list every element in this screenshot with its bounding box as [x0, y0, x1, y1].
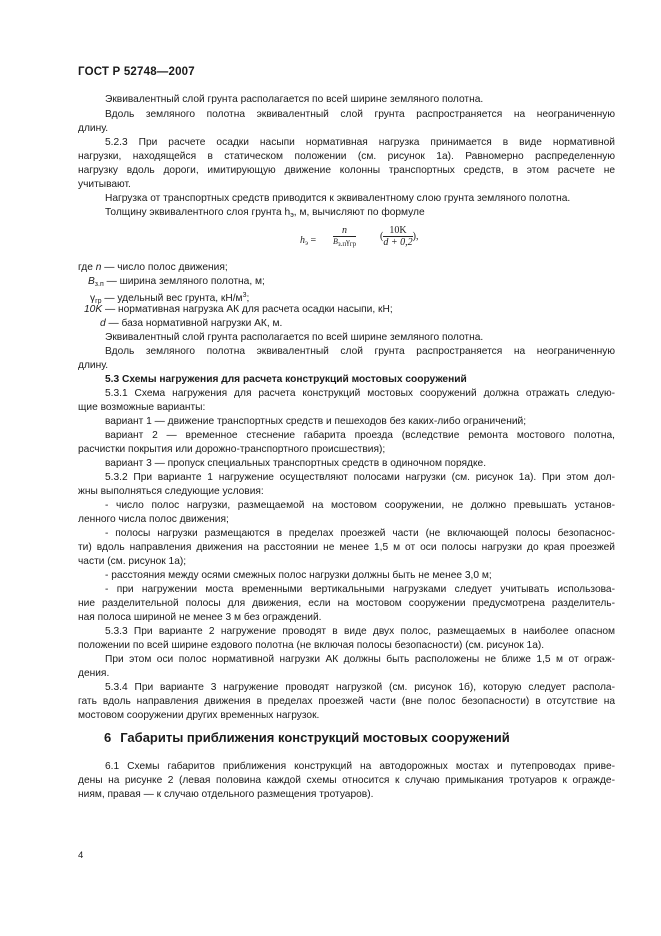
paragraph-line: 6.1 Схемы габаритов приближения конструкций на автодорожных мостах и путепроводах приве- [105, 761, 615, 772]
numerator: 10K [389, 225, 407, 236]
paragraph-line: учитывают. [78, 179, 131, 190]
list-item-line: ти) вдоль направления движения на расстоянии не менее 1,5 м от оси полосы нагрузки до края проезжей [78, 542, 615, 553]
paragraph-line: При этом оси полос нормативной нагрузки АК должны быть расположены не ближе 1,5 м от ограж- [105, 654, 615, 665]
numerator: n [342, 225, 348, 236]
denominator: $B_{з.п}\gamma_{гр}$ [333, 237, 357, 248]
paragraph-line: 5.3.4 При варианте 3 нагружение проводят нагрузкой (см. рисунок 1б), которую следует распола- [105, 682, 615, 693]
definition-line: d — база нормативной нагрузки АК, м. [100, 318, 283, 329]
paragraph-line: Эквивалентный слой грунта располагается по всей ширине земляного полотна. [105, 332, 484, 343]
paragraph-line: щие возможные варианты: [78, 402, 206, 413]
list-item-line: - при нагружении моста временными вертикальными нагрузками следует учитывать использова- [105, 584, 615, 595]
list-item-line: части (см. рисунок 1а); [78, 556, 187, 567]
paragraph-line: дены на рисунке 2 (левая половина каждой схемы относится к случаю примыкания тротуаров к огражде- [78, 775, 615, 786]
list-item-line: ленного числа полос движения; [78, 514, 229, 525]
paragraph-line: дения. [78, 668, 110, 679]
paragraph-line [105, 206, 615, 222]
list-item-line: ная полоса шириной не менее 3 м без ограждений. [78, 612, 322, 623]
formula-lhs: $h_э$ = [300, 235, 317, 247]
paragraph-line: положении по всей ширине ездового полотна (не включая полосы безопасности) (см. рисунок 1а). [78, 640, 545, 651]
formula-fraction-2: ( $\frac{10K}{d + 0,2}$ ), [380, 225, 419, 248]
formula-fraction-1 [333, 225, 356, 248]
document-header: ГОСТ Р 52748—2007 [78, 66, 195, 78]
list-item-line: - полосы нагрузки размещаются в пределах проезжей части (не включающей полосы безопаснос- [105, 528, 615, 539]
paragraph-line: 5.3.1 Схема нагружения для расчета конструкций мостовых сооружений должна отражать следую- [105, 388, 615, 399]
text-fragment: Толщину эквивалентного слоя грунта h [105, 207, 291, 218]
paragraph-line: 5.3.2 При варианте 1 нагружение осуществляют полосами нагрузки (см. рисунок 1а). При этом дол- [105, 472, 615, 483]
page-number: 4 [78, 850, 84, 861]
paragraph-line: гать вдоль направления движения в пределах проезжей части (вне полос безопасности) в отсутствие на [78, 696, 615, 707]
list-item-line: - число полос нагрузки, размещаемой на мостовом сооружении, не должно превышать установ- [105, 500, 615, 511]
paragraph-line: нагрузки, находящейся в статическом положении (см. рисунок 1а). Равномерно распределенную [78, 151, 615, 162]
paragraph-line: ниям, правая — к случаю отдельного размещения тротуаров). [78, 789, 374, 800]
definition-line: $\gamma_{гр}$ — удельный вес грунта, $кН/м^3$; [90, 292, 250, 305]
paragraph-line: 5.3.3 При варианте 2 нагружение проводят в виде двух полос, размещаемых в наиболее опасном [105, 626, 615, 637]
paragraph-line: вариант 2 — временное стеснение габарита проезда (вследствие ремонта мостового полотна, [105, 430, 615, 441]
paragraph-line: нагрузку вдоль дороги, имитирующую движение колонны транспортных средств, в этом расчете не [78, 165, 615, 176]
denominator: d + 0,2 [383, 237, 413, 248]
subsection-title: 5.3 Схемы нагружения для расчета конструкций мостовых сооружений [105, 374, 467, 385]
paragraph-line: длину. [78, 123, 109, 134]
definition-line: 10K — нормативная нагрузка АК для расчета осадки насыпи, кН; [84, 304, 393, 315]
paragraph-line: Вдоль земляного полотна эквивалентный слой грунта распространяется на неограниченную [105, 109, 615, 120]
paragraph-line: мостовом сооружении других временных нагрузок. [78, 710, 320, 721]
list-item-line: - расстояния между осями смежных полос нагрузки должны быть не менее 3,0 м; [105, 570, 492, 581]
paragraph-line: Эквивалентный слой грунта располагается по всей ширине земляного полотна. [105, 94, 484, 105]
paragraph-line: жны выполняться следующие условия: [78, 486, 264, 497]
paragraph-line: расчистки покрытия или дорожно-транспортного происшествия); [78, 444, 386, 455]
paragraph-line: Вдоль земляного полотна эквивалентный слой грунта распространяется на неограниченную [105, 346, 615, 357]
paragraph-line: Нагрузка от транспортных средств приводится к эквивалентному слою грунта земляного полотна. [105, 193, 571, 204]
paragraph-line: длину. [78, 360, 109, 371]
formula [300, 223, 430, 259]
paragraph-line: 5.2.3 При расчете осадки насыпи нормативная нагрузка принимается в виде нормативной [105, 137, 615, 148]
section-heading: 6 Габариты приближения конструкций мостовых сооружений [104, 730, 510, 745]
where-line: где n — число полос движения; [78, 262, 228, 273]
text-fragment: , м, вычисляют по формуле [293, 207, 425, 218]
paragraph-line: вариант 3 — пропуск специальных транспортных средств в одиночном порядке. [105, 458, 487, 469]
subscript: э [290, 212, 294, 219]
definition-line: $B_{з.п}$ — ширина земляного полотна, м; [88, 276, 265, 288]
paragraph-line: вариант 1 — движение транспортных средств и пешеходов без каких-либо ограничений; [105, 416, 527, 427]
list-item-line: ние разделительной полосы для движения, если на мостовом сооружении предусмотрена разделитель- [78, 598, 615, 609]
